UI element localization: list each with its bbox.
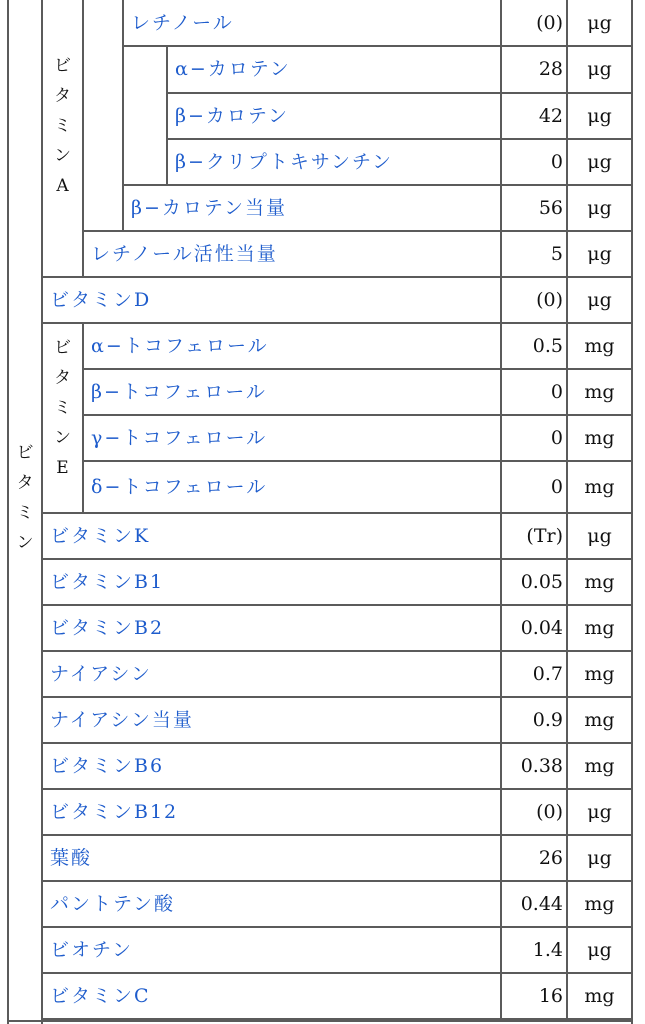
table-border: [500, 927, 502, 973]
table-border: [566, 835, 568, 881]
nutrient-unit: μg: [587, 151, 612, 173]
nutrient-value: 0.44: [520, 893, 563, 915]
nutrient-value: 0.9: [532, 709, 563, 731]
nutrient-unit: μg: [587, 289, 612, 311]
nutrient-value: 0.05: [520, 571, 563, 593]
nutrient-unit: mg: [584, 893, 615, 915]
table-border: [566, 0, 568, 46]
table-border: [166, 46, 168, 185]
group-label-char: ン: [54, 428, 71, 448]
table-border: [566, 185, 568, 231]
nutrient-name-link[interactable]: ビタミンB12: [50, 801, 179, 823]
nutrient-name-link[interactable]: ビタミンK: [50, 525, 151, 547]
table-border: [566, 927, 568, 973]
nutrient-unit: μg: [587, 243, 612, 265]
nutrient-name-link[interactable]: β−クリプトキサンチン: [175, 151, 394, 173]
nutrient-unit: mg: [584, 663, 615, 685]
table-border: [82, 0, 84, 277]
nutrient-unit: mg: [584, 381, 615, 403]
table-border: [7, 0, 9, 1024]
vitamins-group-label: [8, 438, 42, 558]
table-border: [566, 231, 568, 277]
table-border: [42, 276, 83, 278]
nutrient-value: 26: [538, 847, 563, 869]
table-border: [500, 881, 502, 927]
nutrient-name-link[interactable]: ビタミンD: [50, 289, 152, 311]
table-border: [500, 789, 502, 835]
table-border: [566, 973, 568, 1019]
nutrient-name-link[interactable]: β−カロテン: [175, 105, 289, 127]
nutrient-name-link[interactable]: パントテン酸: [50, 893, 176, 915]
table-border: [8, 1020, 632, 1022]
table-border: [566, 881, 568, 927]
nutrient-unit: μg: [587, 801, 612, 823]
table-border: [566, 46, 568, 93]
nutrient-value: (Tr): [526, 525, 563, 547]
table-border: [500, 415, 502, 461]
table-border: [566, 697, 568, 743]
nutrient-value: 0: [550, 381, 563, 403]
table-border: [122, 0, 124, 231]
table-border: [566, 139, 568, 185]
group-label-char: タ: [16, 473, 34, 493]
table-border: [83, 230, 123, 232]
nutrient-name-link[interactable]: ビタミンC: [50, 985, 151, 1007]
nutrient-unit: mg: [584, 476, 615, 498]
group-label-char: ン: [54, 146, 71, 166]
table-border: [500, 185, 502, 231]
table-border: [500, 605, 502, 651]
table-border: [500, 369, 502, 415]
nutrient-value: 0: [550, 427, 563, 449]
nutrient-value: 5: [550, 243, 563, 265]
nutrient-name-link[interactable]: レチノール: [131, 12, 234, 34]
nutrient-unit: mg: [584, 617, 615, 639]
table-border: [500, 46, 502, 93]
table-border: [500, 323, 502, 369]
group-label-char: ン: [16, 533, 34, 553]
nutrient-value: 1.4: [532, 939, 563, 961]
nutrient-unit: μg: [587, 12, 612, 34]
nutrient-unit: μg: [587, 197, 612, 219]
nutrient-name-link[interactable]: ビタミンB2: [50, 617, 165, 639]
group-label-char: ビ: [54, 338, 71, 358]
table-border: [566, 323, 568, 369]
vitamin-e-group-label: [42, 333, 83, 483]
nutrient-unit: mg: [584, 335, 615, 357]
table-border: [566, 415, 568, 461]
table-border: [500, 277, 502, 323]
table-border: [500, 513, 502, 559]
nutrient-name-link[interactable]: β−トコフェロール: [91, 381, 267, 403]
nutrient-value: 0.04: [520, 617, 563, 639]
nutrient-unit: mg: [584, 755, 615, 777]
nutrient-value: 0: [550, 151, 563, 173]
nutrient-unit: mg: [584, 427, 615, 449]
vitamin-a-group-label: [42, 51, 83, 201]
nutrient-value: (0): [536, 289, 563, 311]
nutrient-value: 0.38: [520, 755, 563, 777]
table-border: [566, 461, 568, 513]
nutrient-name-link[interactable]: ビタミンB1: [50, 571, 165, 593]
nutrient-value: (0): [536, 12, 563, 34]
nutrient-name-link[interactable]: ナイアシン当量: [50, 709, 194, 731]
nutrient-name-link[interactable]: レチノール活性当量: [91, 243, 278, 265]
group-label-char: タ: [54, 86, 71, 106]
nutrient-value: 42: [538, 105, 563, 127]
table-border: [42, 322, 83, 324]
group-label-char: タ: [54, 368, 71, 388]
group-label-char: E: [56, 458, 69, 478]
nutrient-value: 0.5: [532, 335, 563, 357]
nutrient-name-link[interactable]: ナイアシン: [50, 663, 152, 685]
nutrient-value: 56: [538, 197, 563, 219]
table-border: [500, 0, 502, 46]
nutrient-name-link[interactable]: ビタミンB6: [50, 755, 165, 777]
table-border: [500, 973, 502, 1019]
table-border: [566, 605, 568, 651]
nutrient-name-link[interactable]: γ−トコフェロール: [91, 427, 268, 449]
table-border: [500, 93, 502, 139]
table-border: [566, 559, 568, 605]
table-border: [500, 461, 502, 513]
table-border: [500, 139, 502, 185]
table-border: [566, 513, 568, 559]
table-border: [500, 743, 502, 789]
nutrient-name-link[interactable]: ビオチン: [50, 939, 134, 961]
nutrient-unit: μg: [587, 105, 612, 127]
table-border: [123, 184, 167, 186]
group-label-char: ミ: [16, 503, 34, 523]
table-border: [42, 512, 83, 514]
nutrient-unit: μg: [587, 939, 612, 961]
nutrient-unit: μg: [587, 58, 612, 80]
nutrient-value: (0): [536, 801, 563, 823]
group-label-char: ミ: [54, 116, 71, 136]
table-border: [500, 697, 502, 743]
group-label-char: A: [56, 176, 69, 196]
nutrient-name-link[interactable]: α−カロテン: [175, 58, 291, 80]
nutrient-value: 0.7: [532, 663, 563, 685]
nutrient-name-link[interactable]: δ−トコフェロール: [91, 476, 268, 498]
nutrient-value: 28: [538, 58, 563, 80]
nutrient-value: 16: [538, 985, 563, 1007]
table-border: [566, 369, 568, 415]
group-label-char: ビ: [54, 56, 71, 76]
nutrient-unit: μg: [587, 847, 612, 869]
table-border: [500, 651, 502, 697]
nutrient-unit: mg: [584, 985, 615, 1007]
nutrient-unit: mg: [584, 571, 615, 593]
table-border: [566, 651, 568, 697]
table-border: [82, 323, 84, 513]
table-border: [566, 93, 568, 139]
table-border: [500, 231, 502, 277]
table-border: [500, 559, 502, 605]
group-label-char: ビ: [16, 443, 34, 463]
nutrient-unit: mg: [584, 709, 615, 731]
table-border: [500, 835, 502, 881]
nutrient-unit: μg: [587, 525, 612, 547]
nutrient-name-link[interactable]: α−トコフェロール: [91, 335, 269, 357]
nutrient-value: 0: [550, 476, 563, 498]
table-border: [566, 743, 568, 789]
nutrient-name-link[interactable]: β−カロテン当量: [131, 197, 287, 219]
table-border: [566, 789, 568, 835]
nutrient-name-link[interactable]: 葉酸: [50, 847, 93, 869]
group-label-char: ミ: [54, 398, 71, 418]
table-border: [631, 0, 633, 1024]
table-border: [566, 277, 568, 323]
